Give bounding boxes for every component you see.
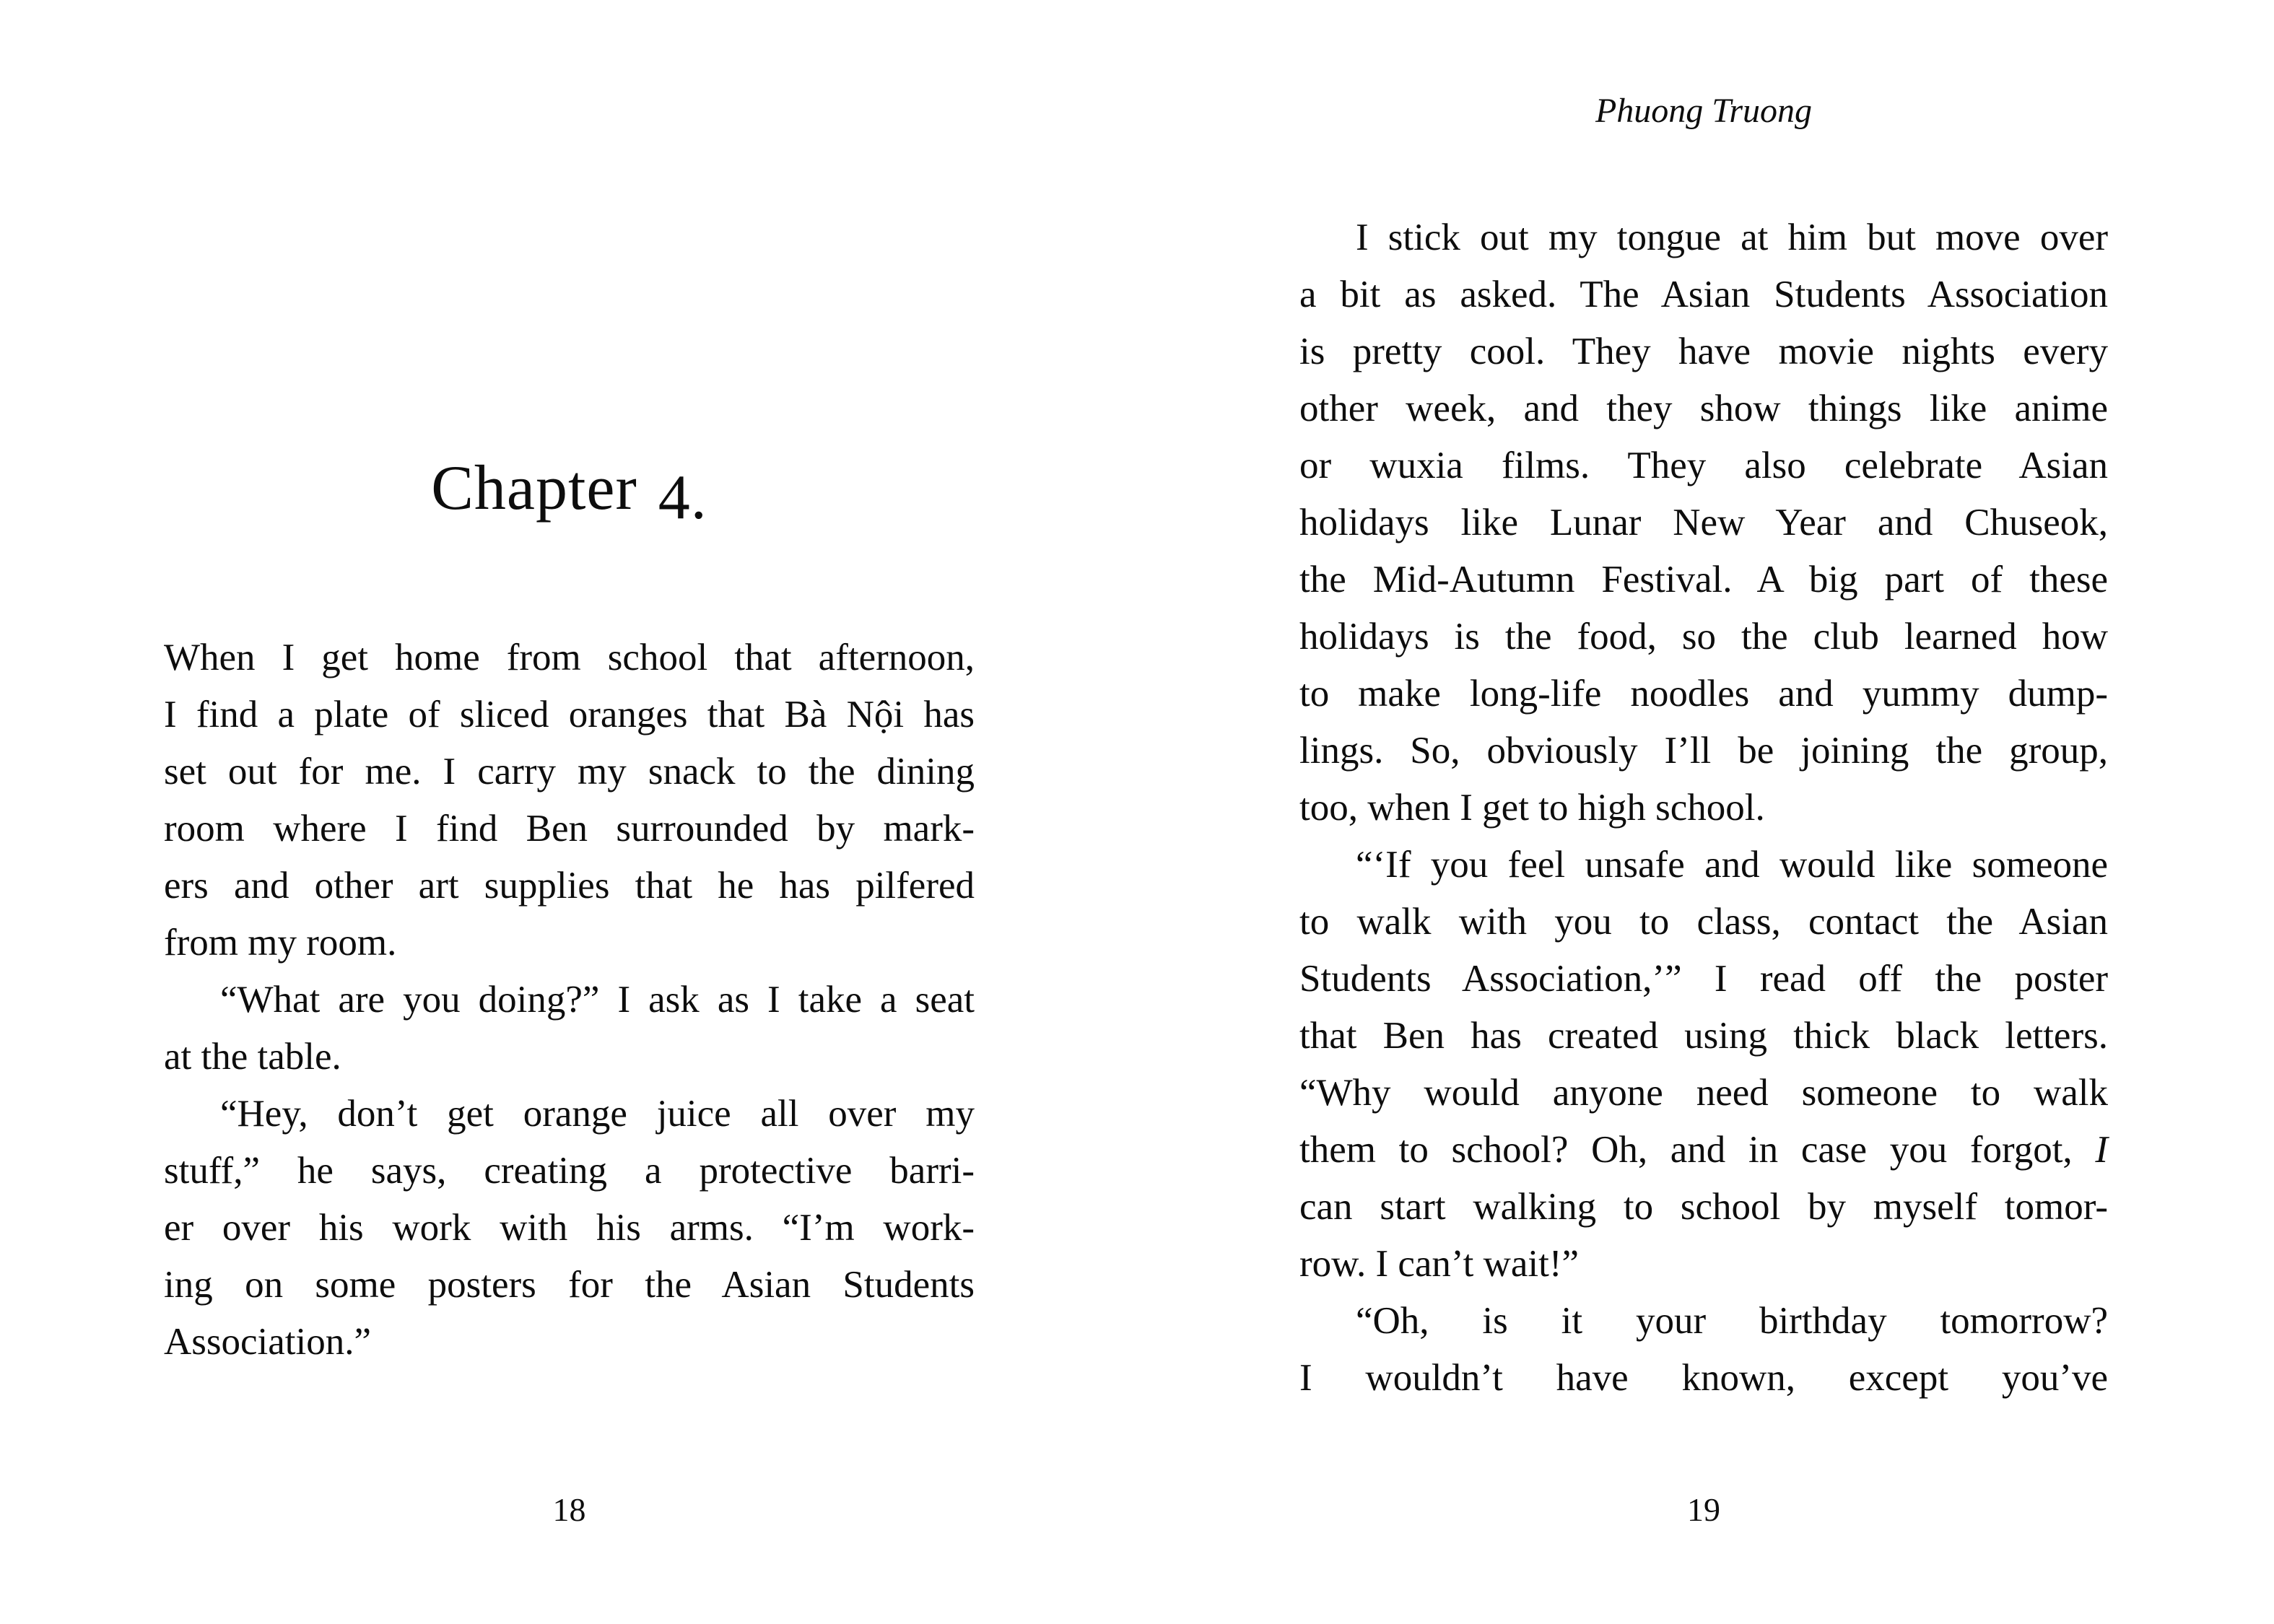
text-line: “What are you doing?” I ask as I take a seat [220,979,975,1021]
text-line: row. I can’t wait!” [1299,1243,1580,1285]
text-line: to make long-life noodles and yummy dump- [1299,673,2108,715]
page-number-right: 19 [1687,1491,1720,1528]
text-line: other week, and they show things like anime [1299,388,2108,429]
left-page-body [164,629,975,1371]
text-line: from my room. [164,922,397,964]
text-line: Association.” [164,1321,372,1363]
text-line: I wouldn’t have known, except you’ve [1299,1357,2108,1399]
text-line: “Why would anyone need someone to walk [1299,1072,2108,1114]
text-line: set out for me. I carry my snack to the dining [164,751,975,793]
chapter-heading-number: 4. [658,463,707,533]
chapter-heading [164,453,975,533]
text-line: too, when I get to high school. [1299,787,1765,829]
text-line: er over his work with his arms. “I’m work- [164,1207,975,1249]
text-line: holidays is the food, so the club learned how [1299,616,2108,658]
page-number-left: 18 [552,1491,586,1528]
right-page-body [1299,209,2108,1407]
text-line: I find a plate of sliced oranges that Bà Nội has [164,694,975,735]
text-line [1299,1122,2108,1179]
text-line: stuff,” he says, creating a protective barri- [164,1150,975,1192]
text-line: lings. So, obviously I’ll be joining the group, [1299,730,2108,772]
text-line: room where I find Ben surrounded by mark- [164,808,975,850]
text-line: “Hey, don’t get orange juice all over my [220,1093,975,1135]
text-line: that Ben has created using thick black letters. [1299,1015,2108,1057]
chapter-heading-word: Chapter [431,453,637,523]
text-line: at the table. [164,1036,341,1078]
text-line-fragment: them to school? Oh, and in case you forgot, [1299,1129,2096,1171]
text-line: or wuxia films. They also celebrate Asian [1299,445,2108,486]
text-line: I stick out my tongue at him but move over [1356,217,2108,258]
text-line: holidays like Lunar New Year and Chuseok, [1299,502,2108,543]
text-line: ing on some posters for the Asian Students [164,1264,975,1306]
text-line: “Oh, is it your birthday tomorrow? [1356,1300,2108,1342]
text-line: When I get home from school that afternoon, [164,637,975,678]
text-line: is pretty cool. They have movie nights every [1299,331,2108,372]
text-line: “‘If you feel unsafe and would like someone [1356,844,2108,886]
text-line: the Mid-Autumn Festival. A big part of these [1299,559,2108,601]
text-line: ers and other art supplies that he has pilfered [164,865,975,907]
text-line: Students Association,’” I read off the poster [1299,958,2108,1000]
text-line-fragment-italic: I [2095,1129,2108,1171]
text-line: to walk with you to class, contact the Asian [1299,901,2108,943]
text-line: can start walking to school by myself tomor- [1299,1186,2108,1228]
text-line: a bit as asked. The Asian Students Association [1299,274,2108,315]
running-header-author: Phuong Truong [1595,92,1813,130]
